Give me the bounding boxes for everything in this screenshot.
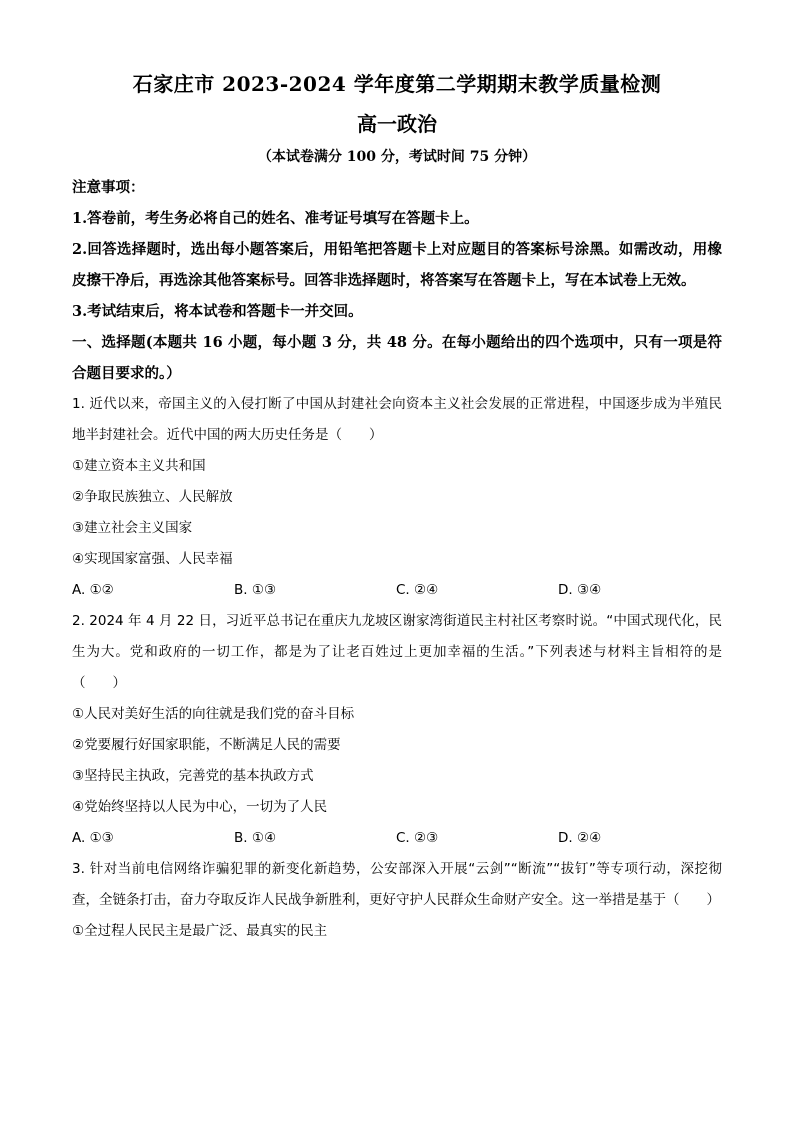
exam-title: 石家庄市 2023-2024 学年度第二学期期末教学质量检测 [132,72,662,96]
question-option: ④党始终坚持以人民为中心，一切为了人民 [72,799,328,815]
question-option: ①建立资本主义共和国 [72,458,206,474]
question-1 [72,389,722,606]
question-option: ③建立社会主义国家 [72,520,193,536]
question-option: ③坚持民主执政，完善党的基本执政方式 [72,768,314,784]
choice-a: A. ①③ [72,830,114,846]
exam-meta: （本试卷满分 100 分，考试时间 75 分钟） [257,149,537,165]
question-option: ①全过程人民民主是最广泛、最真实的民主 [72,923,328,939]
question-2 [72,606,722,854]
question-stem: 1. 近代以来，帝国主义的入侵打断了中国从封建社会向资本主义社会发展的正常进程，中国逐步成为半殖民地半封建社会。近代中国的两大历史任务是（ ） [72,396,722,443]
choice-b: B. ①③ [234,582,277,598]
note-item: 1.答卷前，考生务必将自己的姓名、准考证号填写在答题卡上。 [72,210,479,227]
question-option: ②党要履行好国家职能，不断满足人民的需要 [72,737,341,753]
choice-b: B. ①④ [234,830,277,846]
note-item: 3.考试结束后，将本试卷和答题卡一并交回。 [72,303,363,320]
choice-a: A. ①② [72,582,114,598]
exam-subject: 高一政治 [357,112,437,136]
choice-d: D. ③④ [558,582,602,598]
question-option: ④实现国家富强、人民幸福 [72,551,233,567]
note-item: 2.回答选择题时，选出每小题答案后，用铅笔把答题卡上对应题目的答案标号涂黑。如需改动，用橡皮擦干净后，再选涂其他答案标号。回答非选择题时，将答案写在答题卡上，写在本试卷上无效。 [72,241,722,289]
answer-choices [72,575,722,606]
question-stem: 2. 2024 年 4 月 22 日，习近平总书记在重庆九龙坡区谢家湾街道民主村社区考察时说。“中国式现代化，民生为大。党和政府的一切工作，都是为了让老百姓过上更加幸福的生活。”下列表述与材料主旨相符的是（ ） [72,613,722,691]
notes-heading: 注意事项： [72,179,145,196]
choice-c: C. ②③ [396,830,439,846]
question-option: ①人民对美好生活的向往就是我们党的奋斗目标 [72,706,355,722]
section-heading: 一、选择题(本题共 16 小题，每小题 3 分，共 48 分。在每小题给出的四个选项中，只有一项是符合题目要求的。） [72,334,722,382]
question-stem: 3. 针对当前电信网络诈骗犯罪的新变化新趋势，公安部深入开展“云剑”“断流”“拔钉”等专项行动，深挖彻查，全链条打击，奋力夺取反诈人民战争新胜利，更好守护人民群众生命财产安全。这一举措是基于（ ） [72,861,722,908]
question-3 [72,854,722,947]
question-option: ②争取民族独立、人民解放 [72,489,233,505]
choice-d: D. ②④ [558,830,602,846]
choice-c: C. ②④ [396,582,439,598]
answer-choices [72,823,722,854]
